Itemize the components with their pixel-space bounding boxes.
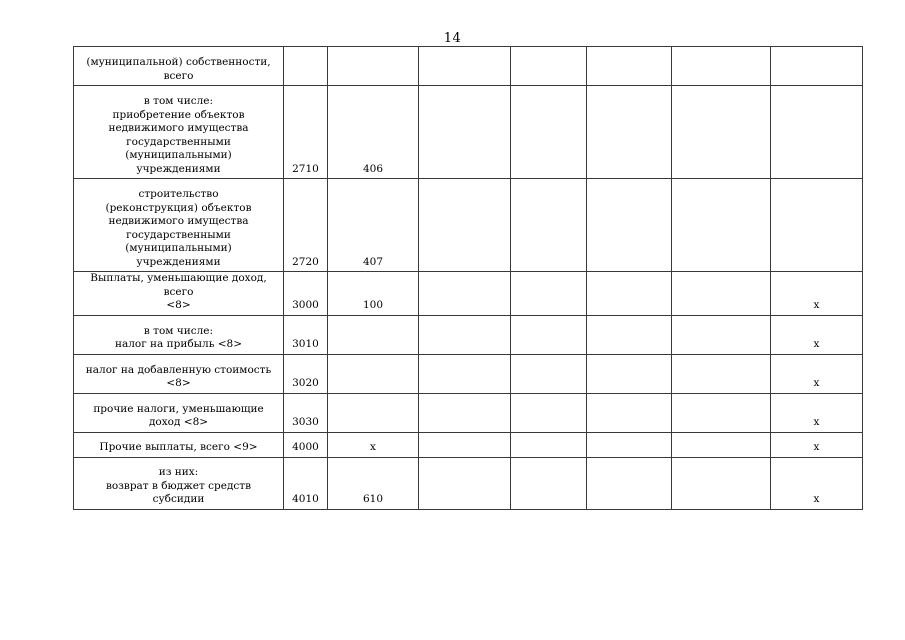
value-cell — [587, 86, 672, 179]
value-cell — [511, 315, 587, 354]
value-cell — [511, 47, 587, 86]
value-cell — [587, 179, 672, 272]
value-cell — [587, 315, 672, 354]
value-cell — [672, 315, 771, 354]
row-ref-cell — [328, 47, 419, 86]
value-cell — [511, 393, 587, 432]
row-name-line: (муниципальными) — [125, 242, 232, 254]
row-name-cell — [74, 354, 284, 393]
value-cell — [672, 47, 771, 86]
value-cell — [419, 179, 511, 272]
row-name-line: из них: — [158, 466, 199, 478]
row-code-cell: 3030 — [284, 393, 328, 432]
value-cell — [419, 86, 511, 179]
value-cell — [511, 432, 587, 457]
value-cell — [587, 457, 672, 509]
row-name-line: налог на прибыль <8> — [114, 338, 243, 350]
table-row — [74, 457, 863, 509]
value-cell — [511, 86, 587, 179]
row-name-line: недвижимого имущества — [108, 215, 249, 227]
row-code-cell: 3020 — [284, 354, 328, 393]
row-ref-cell: 100 — [328, 272, 419, 316]
row-x-cell — [771, 86, 863, 179]
value-cell — [587, 393, 672, 432]
value-cell — [511, 354, 587, 393]
value-cell — [672, 432, 771, 457]
row-x-cell: x — [771, 272, 863, 316]
row-name-line: государственными — [126, 228, 231, 241]
value-cell — [672, 393, 771, 432]
row-code-cell — [284, 47, 328, 86]
row-code-cell: 2720 — [284, 179, 328, 272]
value-cell — [672, 272, 771, 316]
row-name-cell — [74, 457, 284, 509]
table-row — [74, 315, 863, 354]
table-row — [74, 179, 863, 272]
row-x-cell: x — [771, 354, 863, 393]
value-cell — [419, 354, 511, 393]
value-cell — [419, 272, 511, 316]
row-code-cell: 3000 — [284, 272, 328, 316]
value-cell — [419, 393, 511, 432]
value-cell — [672, 354, 771, 393]
row-name-cell — [74, 179, 284, 272]
row-name-cell — [74, 432, 284, 457]
row-x-cell: x — [771, 393, 863, 432]
row-ref-cell — [328, 354, 419, 393]
row-name-cell — [74, 393, 284, 432]
row-name-line: доход <8> — [148, 416, 209, 428]
table-row — [74, 354, 863, 393]
row-ref-cell: 406 — [328, 86, 419, 179]
row-name-line: учреждениями — [136, 255, 221, 268]
row-name-line: прочие налоги, уменьшающие — [93, 402, 264, 415]
table-row — [74, 86, 863, 179]
row-code-cell: 2710 — [284, 86, 328, 179]
table-row — [74, 47, 863, 86]
row-x-cell — [771, 47, 863, 86]
row-name-line: возврат в бюджет средств — [105, 479, 252, 492]
table-row — [74, 432, 863, 457]
value-cell — [587, 47, 672, 86]
row-name-line: в том числе: — [143, 95, 214, 107]
value-cell — [672, 179, 771, 272]
row-name-cell — [74, 315, 284, 354]
row-name-line: в том числе: — [143, 324, 214, 337]
value-cell — [511, 457, 587, 509]
row-name-line: учреждениями — [136, 162, 221, 175]
row-name-line: (реконструкция) объектов — [105, 201, 252, 214]
row-name-cell — [74, 86, 284, 179]
value-cell — [419, 47, 511, 86]
page-number: 14 — [443, 31, 462, 46]
row-ref-cell: x — [328, 432, 419, 457]
row-name-line: Прочие выплаты, всего <9> — [99, 441, 258, 453]
value-cell — [672, 86, 771, 179]
row-x-cell: x — [771, 457, 863, 509]
table-row — [74, 272, 863, 316]
row-ref-cell: 610 — [328, 457, 419, 509]
row-name-line: государственными — [126, 135, 231, 148]
row-code-cell: 4010 — [284, 457, 328, 509]
value-cell — [587, 432, 672, 457]
row-name-line: <8> — [166, 377, 191, 389]
row-ref-cell: 407 — [328, 179, 419, 272]
value-cell — [672, 457, 771, 509]
row-name-line: (муниципальной) собственности, — [86, 56, 271, 68]
row-code-cell: 4000 — [284, 432, 328, 457]
row-name-line: недвижимого имущества — [108, 122, 249, 134]
value-cell — [419, 315, 511, 354]
value-cell — [511, 272, 587, 316]
row-name-line: <8> — [166, 299, 191, 311]
table-row — [74, 393, 863, 432]
row-ref-cell — [328, 393, 419, 432]
row-name-line: всего — [163, 69, 194, 82]
row-ref-cell — [328, 315, 419, 354]
value-cell — [587, 272, 672, 316]
row-name-cell — [74, 272, 284, 316]
row-x-cell: x — [771, 315, 863, 354]
row-x-cell: x — [771, 432, 863, 457]
row-name-cell — [74, 47, 284, 86]
row-name-line: приобретение объектов — [112, 108, 245, 121]
value-cell — [511, 179, 587, 272]
row-code-cell: 3010 — [284, 315, 328, 354]
financial-plan-table — [73, 46, 863, 510]
value-cell — [419, 432, 511, 457]
row-name-line: (муниципальными) — [125, 149, 232, 161]
row-name-line: строительство — [138, 188, 219, 200]
value-cell — [419, 457, 511, 509]
row-name-line: субсидии — [152, 493, 205, 505]
row-name-line: налог на добавленную стоимость — [85, 363, 272, 376]
value-cell — [587, 354, 672, 393]
row-x-cell — [771, 179, 863, 272]
row-name-line: Выплаты, уменьшающие доход, всего — [90, 272, 267, 298]
